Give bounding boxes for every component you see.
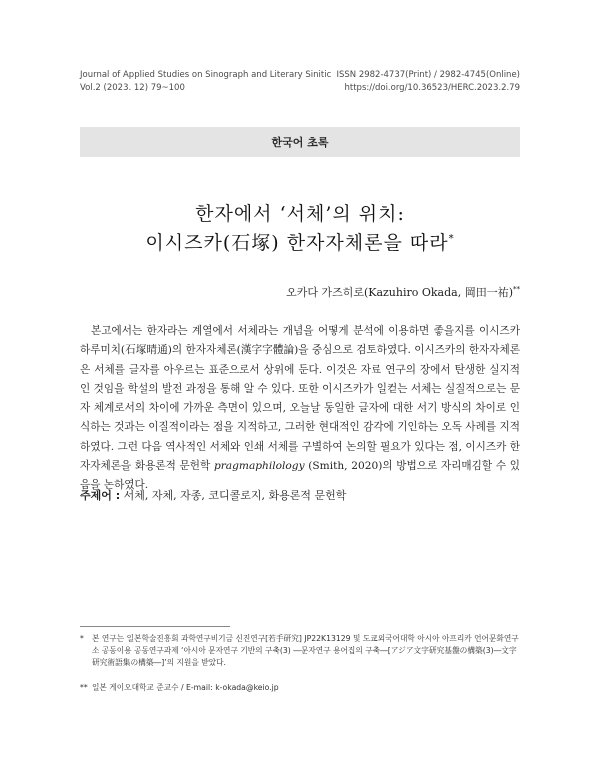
- author-footnote-mark[interactable]: **: [513, 285, 520, 294]
- footnote-divider: [80, 626, 230, 627]
- running-header-right: [336, 69, 520, 95]
- title-line-2: [80, 229, 520, 258]
- volume-info: Vol.2 (2023. 12) 79~100: [80, 83, 185, 93]
- footnote-2: [80, 682, 520, 694]
- journal-name: Journal of Applied Studies on Sinograph and Literary Sinitic: [80, 70, 332, 80]
- keywords: [80, 487, 520, 503]
- keywords-list: 서체, 자체, 자종, 코디콜로지, 화용론적 문헌학: [123, 489, 347, 502]
- running-header-left: [80, 69, 331, 95]
- footnote-1-text: 본 연구는 일본학술진흥회 과학연구비기금 신진연구[若手研究] JP22K13129 및 도쿄외국어대학 아시아 아프리카 언어문화연구소 공동이용 공동연구과제 ‘아시아 문자연구 기반의 구축(3) ―문자연구 용어집의 구축―[アジア文字研究基盤の構築(3)―文字研究術語集の構築―]’의 지원을 받았다.: [92, 634, 519, 667]
- abstract-paragraph: [80, 322, 520, 496]
- paper-title: [80, 200, 520, 258]
- title-line-2-text: 이시즈카(石塚) 한자자체론을 따라: [145, 232, 449, 254]
- title-line-1: 한자에서 ‘서체’의 위치:: [195, 203, 405, 225]
- author-name: 오카다 가즈히로(Kazuhiro Okada, 岡田一祐): [286, 286, 513, 299]
- doi-link[interactable]: https://doi.org/10.36523/HERC.2023.2.79: [344, 83, 520, 93]
- footnote-1: [80, 633, 520, 669]
- abstract-text-1: 본고에서는 한자라는 계열에서 서체라는 개념을 어떻게 분석에 이용하면 좋을지를 이시즈카 하루미치(石塚晴通)의 한자자체론(漢字字體論)을 중심으로 검토하였다. 이시즈카의 한자자체론은 서체를 글자를 아우르는 표준으로서 상위에 둔다. 이것은 자료 연구의 장에서 탄생한 실지적인 것임을 학설의 발전 과정을 통해 알 수 있다. 또한 이시즈카가 일컫는 서체는 실질적으로는 문자 체계로서의 차이에 가까운 측면이 있으며, 오늘날 동일한 글자에 대한 서기 방식의 차이로 인식하는 것과는 이질적이라는 점을 지적하고, 그러한 현대적인 감각에 기인하는 오독 사례를 지적하였다. 그런 다음 역사적인 서체와 인쇄 서체를 구별하여 논의할 필요가 있다는 점, 이시즈카 한자자체론을 화용론적 문헌학: [80, 325, 520, 473]
- section-banner-label: 한국어 초록: [271, 136, 329, 149]
- abstract-italic-term: pragmaphilology: [213, 460, 305, 473]
- author-line: [286, 284, 520, 300]
- abstract-text-2: (Smith, 2020)의 방법으로 자리매김할 수 있음을 논하였다.: [80, 460, 521, 492]
- keywords-label: 주제어 :: [80, 489, 121, 502]
- footnote-2-mark: **: [80, 683, 88, 692]
- footnote-1-mark: *: [80, 634, 84, 643]
- section-banner: [80, 127, 520, 157]
- issn: ISSN 2982-4737(Print) / 2982-4745(Online): [336, 70, 520, 80]
- title-footnote-mark[interactable]: *: [448, 233, 455, 245]
- footnote-2-text: 일본 게이오대학교 준교수 / E-mail: k-okada@keio.jp: [92, 683, 279, 692]
